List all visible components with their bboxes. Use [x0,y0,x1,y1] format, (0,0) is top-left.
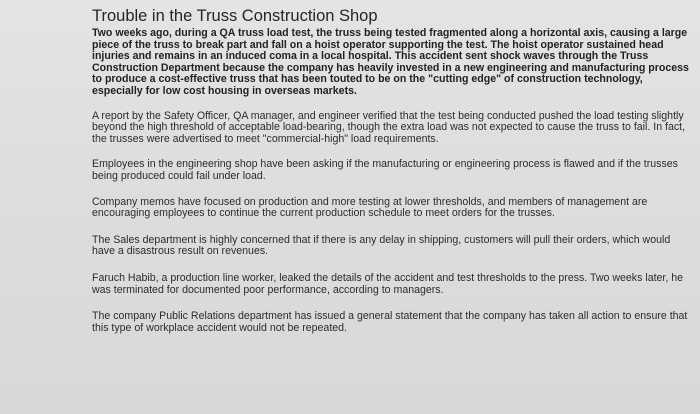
paragraph-accident: Two weeks ago, during a QA truss load test, the truss being tested fragmented along a horizontal axis, causing a large piece of the truss to break part and fall on a hoist operator supporting the test. The hoist operator sustained head injuries and remains in an induced coma in a local hospital. This accident sent shock waves through the Truss Construction Department because the company has heavily invested in a new engineering and manufacturing process to produce a cost-effective truss that has been touted to be on the "cutting edge" of construction technology, especially for low cost housing in overseas markets. [92,27,689,97]
paragraph-pr-statement: The company Public Relations department has issued a general statement that the company has taken all action to ensure that this type of workplace accident would not be repeated. [92,310,688,334]
paragraph-employee-concerns: Employees in the engineering shop have been asking if the manufacturing or engineering process is flawed and if the trusses being produced could fail under load. [92,158,678,182]
paragraph-whistleblower: Faruch Habib, a production line worker, leaked the details of the accident and test thresholds to the press. Two weeks later, he was terminated for documented poor performance, according to managers. [92,271,684,296]
paragraph-company-memos: Company memos have focused on production and more testing at lower thresholds, and members of management are encouraging employees to continue the current production schedule to meet orders for the trusses. [92,195,648,220]
document-page [92,6,692,406]
paragraph-sales-concern: The Sales department is highly concerned that if there is any delay in shipping, customers will pull their orders, which would have a disastrous result on revenues. [92,233,671,258]
document-title: Trouble in the Truss Construction Shop [92,7,378,25]
paragraph-safety-report: A report by the Safety Officer, QA manager, and engineer verified that the test being conducted pushed the load testing slightly beyond the high threshold of acceptable load-bearing, though the extra load was not expected to cause the truss to fail. In fact, the trusses were advertised to meet "commercial-high" load requirements. [92,109,686,145]
